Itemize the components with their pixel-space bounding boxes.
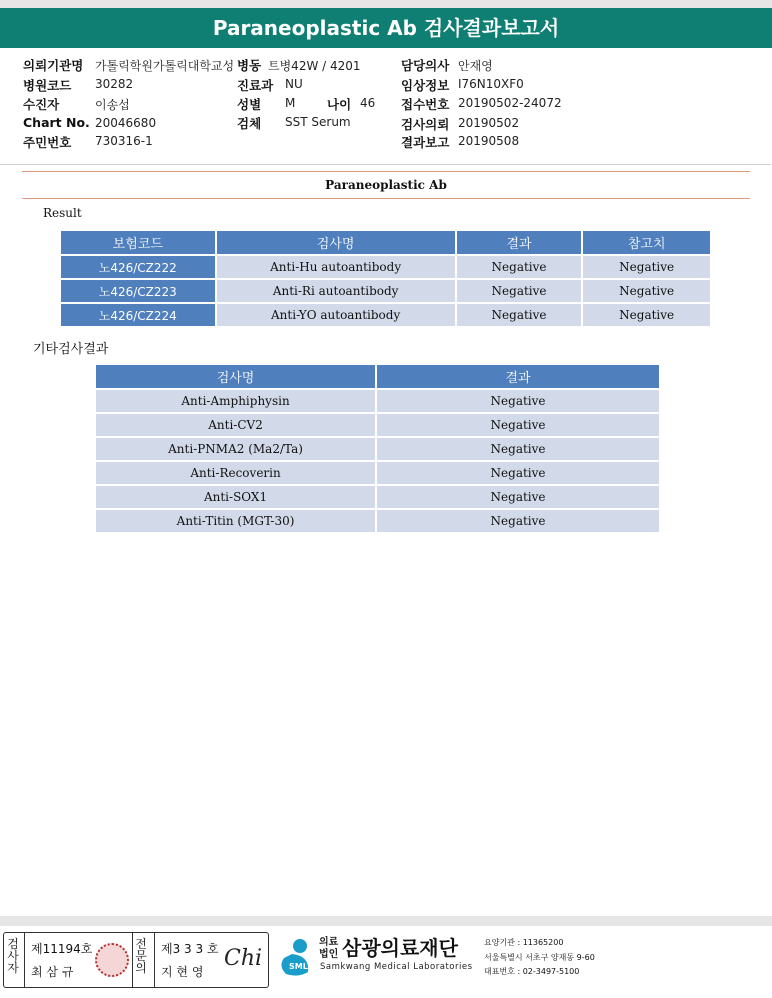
test-name-cell: Anti-Recoverin [95, 461, 376, 485]
resident-no-label: 주민번호 [23, 135, 72, 150]
hospital-code-label: 병원코드 [23, 78, 72, 93]
header-test-name: 검사명 [95, 364, 376, 389]
insurance-code-cell: 노426/CZ223 [60, 279, 216, 303]
test-name-cell: Anti-PNMA2 (Ma2/Ta) [95, 437, 376, 461]
org-prefix-line1: 의료 [319, 937, 339, 948]
result-cell: Negative [376, 437, 660, 461]
table-row [60, 303, 711, 327]
result-cell: Negative [376, 461, 660, 485]
receipt-no-value: 20190502-24072 [458, 96, 562, 110]
result-cell: Negative [456, 279, 583, 303]
inspector-vertical-label [7, 938, 21, 974]
section-rule-top [22, 171, 750, 172]
ward-label: 병동 [237, 58, 262, 73]
table-row [95, 413, 660, 437]
divider [132, 933, 133, 987]
org-info-2: 서울특별시 서초구 양재동 9-60 [484, 953, 595, 962]
clinical-info-label: 임상정보 [401, 78, 450, 93]
org-label: 의뢰기관명 [23, 58, 84, 73]
footer-strip [0, 916, 772, 926]
divider [24, 933, 25, 987]
test-name-cell: Anti-YO autoantibody [216, 303, 456, 327]
test-name-cell: Anti-Amphiphysin [95, 389, 376, 413]
doctor-value: 안재영 [458, 59, 493, 73]
org-info-1: 요양기관 : 11365200 [484, 938, 564, 947]
age-label: 나이 [327, 97, 352, 112]
result-cell: Negative [376, 413, 660, 437]
org-name-en: Samkwang Medical Laboratories [320, 962, 473, 972]
reference-cell: Negative [582, 279, 711, 303]
test-name-cell: Anti-CV2 [95, 413, 376, 437]
specialist-label: 전문의 [135, 937, 147, 975]
insurance-code-cell: 노426/CZ222 [60, 255, 216, 279]
report-date-label: 결과보고 [401, 135, 450, 150]
test-name-cell: Anti-Titin (MGT-30) [95, 509, 376, 533]
table-row [95, 389, 660, 413]
header-insurance-code: 보험코드 [60, 230, 216, 255]
header-result: 결과 [376, 364, 660, 389]
result-cell: Negative [376, 485, 660, 509]
org-name: 삼광의료재단 [342, 936, 458, 960]
table-row [95, 437, 660, 461]
specialist-no: 제3 3 3 호 [161, 942, 219, 956]
sml-logo-icon [272, 936, 316, 980]
specialist-vertical-label [135, 938, 149, 974]
result-label: Result [43, 206, 82, 220]
specimen-label: 검체 [237, 116, 262, 131]
request-date-label: 검사의뢰 [401, 117, 450, 132]
reference-cell: Negative [582, 303, 711, 327]
section-title: Paraneoplastic Ab [325, 178, 447, 192]
org-prefix-line2: 법인 [319, 949, 339, 960]
other-table-header-row [95, 364, 660, 389]
handwritten-signature: Chi [224, 946, 263, 971]
test-name-cell: Anti-SOX1 [95, 485, 376, 509]
department-label: 진료과 [237, 78, 274, 93]
header-reference: 참고치 [582, 230, 711, 255]
table-row [95, 461, 660, 485]
table-row [60, 279, 711, 303]
inspector-no: 제11194호 [31, 942, 93, 956]
header-result: 결과 [456, 230, 583, 255]
request-date-value: 20190502 [458, 116, 520, 130]
doctor-label: 담당의사 [401, 58, 450, 73]
top-strip [0, 0, 772, 8]
other-results-label: 기타검사결과 [33, 342, 109, 357]
result-cell: Negative [376, 509, 660, 533]
hospital-code-value: 30282 [95, 77, 134, 91]
table-row [95, 485, 660, 509]
header-test-name: 검사명 [216, 230, 456, 255]
patient-name-value: 이송섭 [95, 98, 130, 112]
ward-value: 트병42W / 4201 [268, 59, 361, 73]
inspector-label: 검사자 [7, 937, 19, 975]
other-results-table [94, 363, 661, 534]
specialist-name: 지 현 영 [161, 965, 204, 979]
chart-no-label: Chart No. [23, 115, 90, 130]
result-cell: Negative [376, 389, 660, 413]
result-table [59, 229, 712, 328]
resident-no-value: 730316-1 [95, 134, 153, 148]
sex-label: 성별 [237, 97, 262, 112]
inspector-name: 최 삼 규 [31, 965, 74, 979]
receipt-no-label: 접수번호 [401, 97, 450, 112]
reference-cell: Negative [582, 255, 711, 279]
specimen-value: SST Serum [285, 115, 351, 129]
sex-value: M [285, 96, 296, 110]
test-name-cell: Anti-Hu autoantibody [216, 255, 456, 279]
org-prefix [319, 937, 338, 961]
divider [154, 933, 155, 987]
age-value: 46 [360, 96, 376, 110]
org-info-3: 대표번호 : 02-3497-5100 [484, 967, 580, 976]
table-row [60, 255, 711, 279]
logo-text: SML [289, 962, 308, 971]
result-cell: Negative [456, 303, 583, 327]
org-value: 가톨릭학원가톨릭대학교성 [95, 59, 235, 73]
patient-name-label: 수진자 [23, 97, 60, 112]
seal-stamp-icon [95, 943, 129, 977]
clinical-info-value: I76N10XF0 [458, 77, 524, 91]
result-cell: Negative [456, 255, 583, 279]
chart-no-value: 20046680 [95, 116, 157, 130]
section-rule-bottom [22, 198, 750, 199]
test-name-cell: Anti-Ri autoantibody [216, 279, 456, 303]
report-date-value: 20190508 [458, 134, 520, 148]
department-value: NU [285, 77, 303, 91]
table-row [95, 509, 660, 533]
result-table-header-row [60, 230, 711, 255]
report-header-title: Paraneoplastic Ab 검사결과보고서 [0, 8, 772, 48]
insurance-code-cell: 노426/CZ224 [60, 303, 216, 327]
